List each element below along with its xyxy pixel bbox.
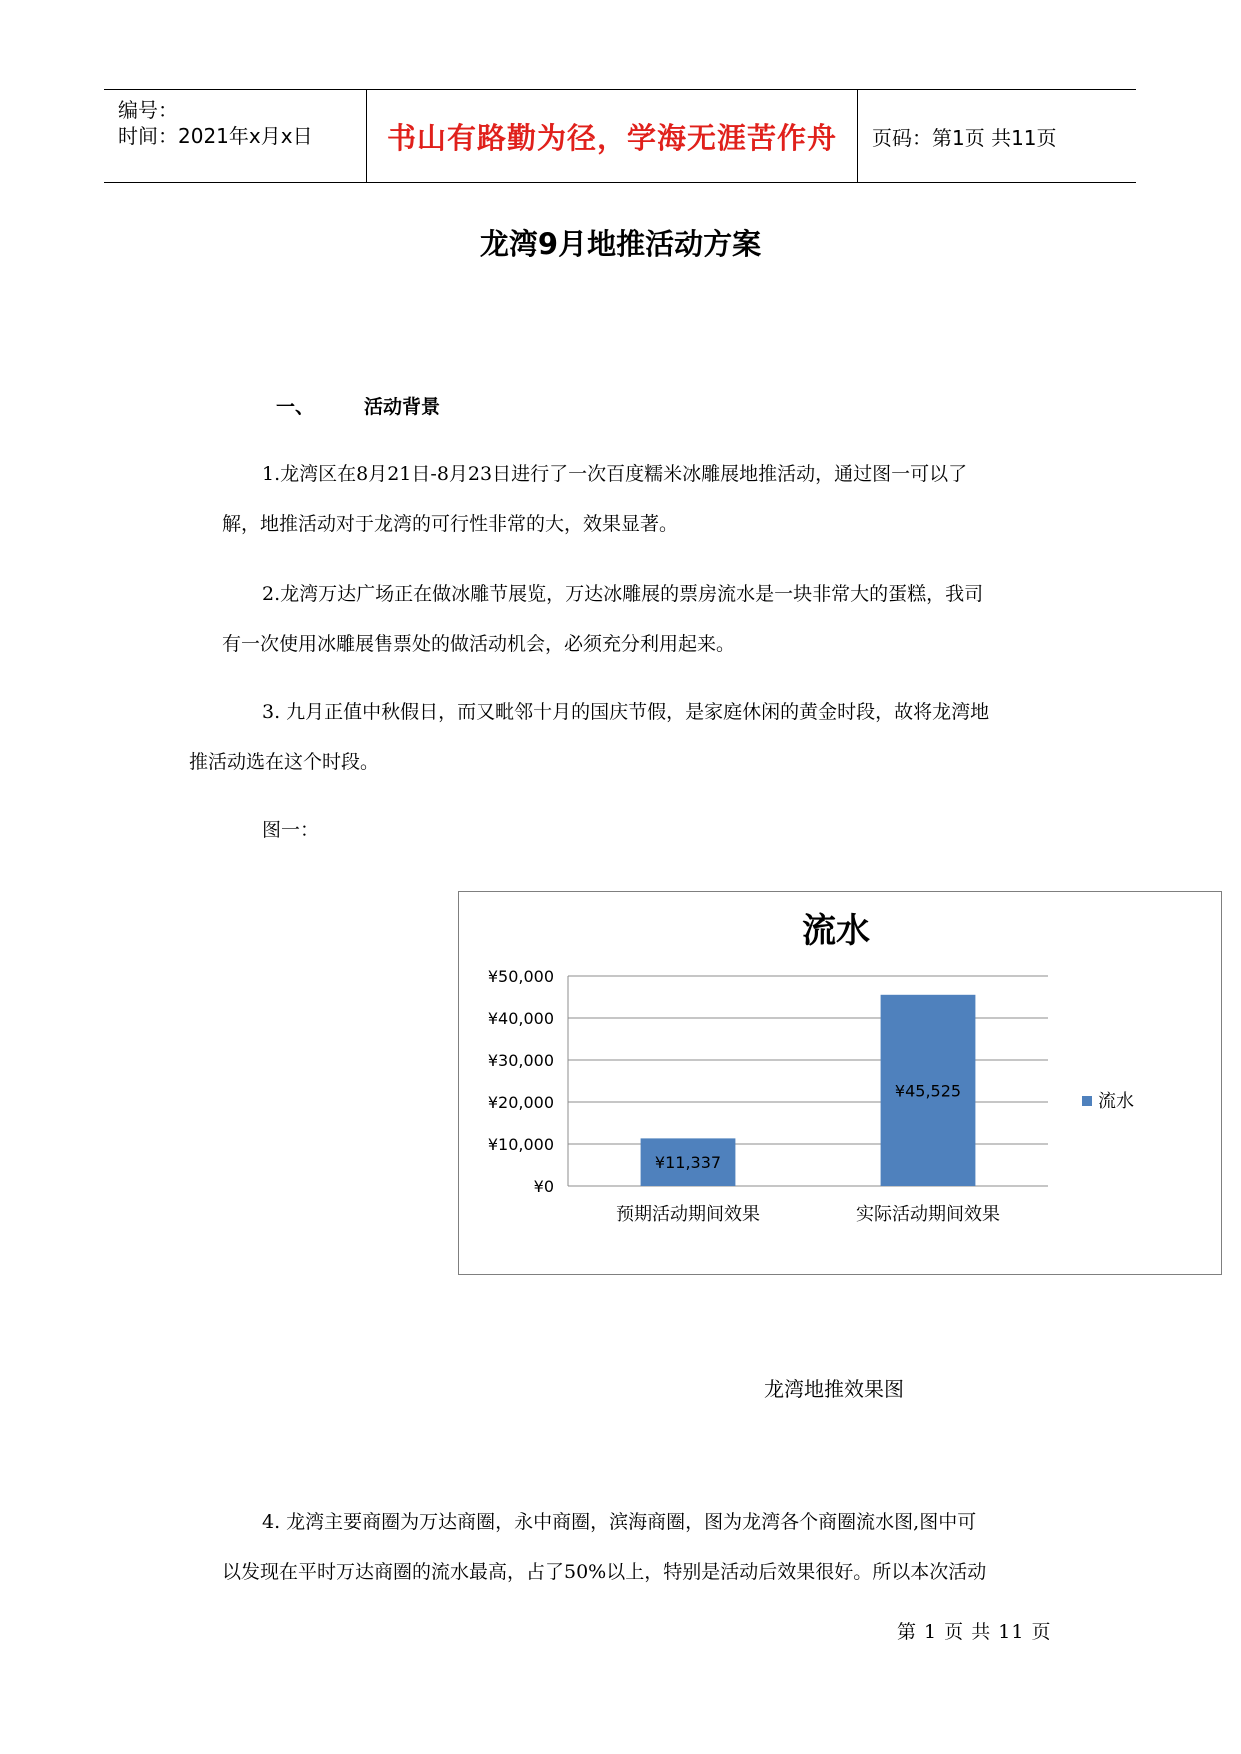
section-heading: 活动背景 bbox=[364, 396, 441, 418]
bar-data-label: ¥11,337 bbox=[654, 1153, 722, 1173]
paragraph-3-line-2: 推活动选在这个时段。 bbox=[189, 751, 380, 773]
y-tick-label: ¥0 bbox=[533, 1177, 554, 1196]
page-footer: 第 1 页 共 11 页 bbox=[897, 1621, 1052, 1643]
legend-swatch bbox=[1082, 1096, 1092, 1106]
header-motto-cell bbox=[366, 90, 858, 182]
paragraph-1-line-1: 1.龙湾区在8月21日-8月23日进行了一次百度糯米冰雕展地推活动，通过图一可以了 bbox=[262, 463, 968, 485]
paragraph-1-line-2: 解，地推活动对于龙湾的可行性非常的大，效果显著。 bbox=[222, 513, 679, 535]
paragraph-4-line-1: 4. 龙湾主要商圈为万达商圈，永中商圈，滨海商圈，图为龙湾各个商圈流水图,图中可 bbox=[262, 1511, 977, 1533]
paragraph-2-line-1: 2.龙湾万达广场正在做冰雕节展览，万达冰雕展的票房流水是一块非常大的蛋糕，我司 bbox=[262, 583, 984, 605]
paragraph-2-line-2: 有一次使用冰雕展售票处的做活动机会，必须充分利用起来。 bbox=[222, 633, 736, 655]
chart-gridlines bbox=[568, 976, 1048, 1186]
y-tick-label: ¥20,000 bbox=[487, 1093, 554, 1112]
doc-code-label: 编号： bbox=[118, 98, 178, 122]
figure-caption: 龙湾地推效果图 bbox=[764, 1377, 904, 1401]
paragraph-3-line-1: 3. 九月正值中秋假日，而又毗邻十月的国庆节假，是家庭休闲的黄金时段，故将龙湾地 bbox=[262, 701, 990, 723]
section-number: 一、 bbox=[276, 396, 315, 418]
chart-y-ticks bbox=[488, 967, 554, 1196]
y-tick-label: ¥50,000 bbox=[487, 967, 554, 986]
y-tick-label: ¥10,000 bbox=[487, 1135, 554, 1154]
legend-label: 流水 bbox=[1098, 1091, 1134, 1112]
y-tick-label: ¥40,000 bbox=[487, 1009, 554, 1028]
y-tick-label: ¥30,000 bbox=[487, 1051, 554, 1070]
header-left-cell bbox=[104, 90, 366, 182]
chart-x-ticks bbox=[616, 1204, 1000, 1225]
motto-text: 书山有路勤为径，学海无涯苦作舟 bbox=[386, 120, 837, 155]
x-tick-label: 预期活动期间效果 bbox=[616, 1204, 760, 1225]
bar-data-label: ¥45,525 bbox=[894, 1081, 962, 1101]
doc-time-label: 时间：2021年x月x日 bbox=[118, 124, 313, 148]
chart-svg bbox=[459, 892, 1223, 1276]
chart-bars bbox=[641, 995, 976, 1186]
document-title: 龙湾9月地推活动方案 bbox=[479, 227, 762, 261]
header-page-info: 页码：第1页 共11页 bbox=[872, 125, 1057, 150]
x-tick-label: 实际活动期间效果 bbox=[856, 1204, 1000, 1225]
figure-label: 图一： bbox=[262, 819, 320, 841]
chart-legend bbox=[1082, 1091, 1134, 1112]
paragraph-4-line-2: 以发现在平时万达商圈的流水最高，占了50%以上，特别是活动后效果很好。所以本次活动 bbox=[222, 1561, 987, 1583]
header-table bbox=[104, 89, 1136, 183]
revenue-chart bbox=[458, 891, 1222, 1275]
chart-title: 流水 bbox=[802, 911, 870, 951]
